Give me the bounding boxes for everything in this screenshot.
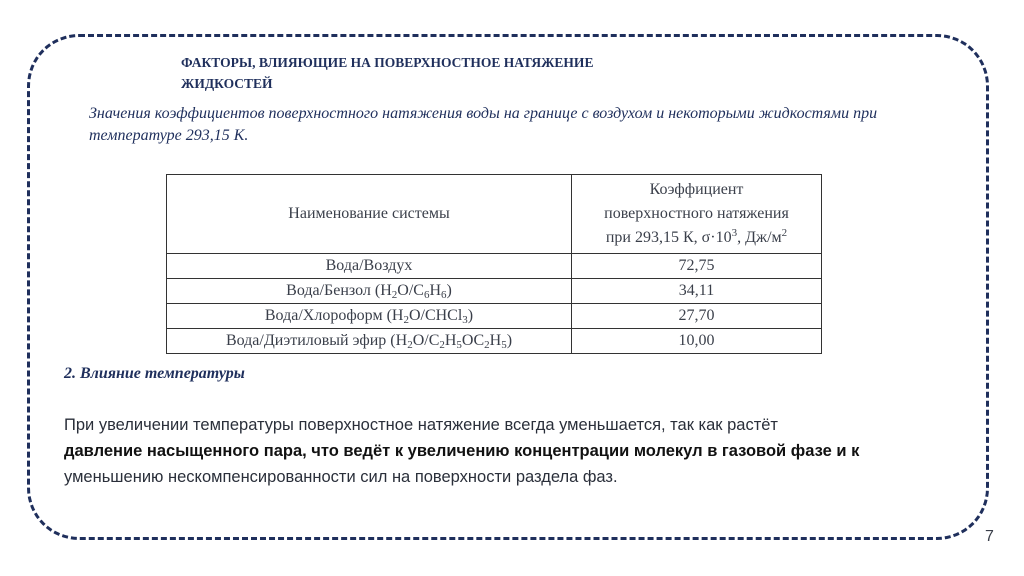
formula-sub: 2 [484, 339, 490, 351]
title-line-1: ФАКТОРЫ, ВЛИЯЮЩИЕ НА ПОВЕРХНОСТНОЕ НАТЯЖЕНИЕ [181, 55, 594, 70]
header-coef-line2: поверхностного натяжения [604, 205, 789, 222]
formula-part: O/C [397, 282, 424, 299]
section-paragraph [64, 412, 944, 490]
table-row [167, 304, 822, 329]
table-caption: Значения коэффициентов поверхностного натяжения воды на границе с воздухом и некоторыми жидкостями при температуре 293,15 К. [89, 105, 878, 144]
cell-value: 10,00 [572, 329, 822, 354]
formula-part: O/C [412, 332, 440, 349]
cell-value: 34,11 [572, 279, 822, 304]
surface-tension-table [166, 174, 822, 354]
para-line-2: давление насыщенного пара, что ведёт к увеличению концентрации молекул в газовой фазе и к [64, 442, 860, 460]
header-coef-exp: 3 [731, 227, 738, 239]
formula-part: Вода/Хлороформ (H [264, 307, 404, 324]
cell-system [167, 279, 572, 304]
cell-system [167, 304, 572, 329]
header-coefficient [572, 175, 822, 254]
header-coef-prefix: при 293,15 К, σ·10 [605, 229, 732, 246]
formula-sub: 6 [423, 289, 430, 301]
formula-sub: 2 [403, 314, 409, 326]
section-heading: 2. Влияние температуры [64, 365, 245, 382]
header-system-name: Наименование системы [167, 175, 572, 254]
page-number: 7 [985, 528, 994, 545]
cell-system: Вода/Воздух [167, 254, 572, 279]
formula-part: ) [506, 332, 513, 349]
formula-part: ) [446, 282, 452, 299]
header-coef-line1: Коэффициент [649, 181, 744, 198]
formula-part: H [429, 282, 442, 299]
formula-part: H [444, 332, 457, 349]
formula-part: O/CHCl [408, 307, 463, 324]
table-row [167, 279, 822, 304]
formula-part: ) [467, 307, 474, 324]
table-row [167, 329, 822, 354]
formula-part: Вода/Бензол (H [286, 282, 392, 299]
formula-sub: 5 [501, 339, 507, 351]
formula-part: H [489, 332, 502, 349]
formula-part: OC [461, 332, 485, 349]
table-row [167, 254, 822, 279]
cell-system [167, 329, 572, 354]
para-line-1: При увеличении температуры поверхностное натяжение всегда уменьшается, так как растёт [64, 416, 778, 434]
header-coef-unit: , Дж/м [737, 229, 782, 246]
table-header-row [167, 175, 822, 254]
slide-title [181, 52, 761, 94]
formula-sub: 2 [439, 339, 445, 351]
header-coef-line3 [578, 226, 815, 250]
title-line-2: ЖИДКОСТЕЙ [181, 76, 273, 91]
formula-sub: 2 [407, 339, 413, 351]
formula-sub: 6 [441, 289, 447, 301]
header-coef-unit-exp: 2 [781, 227, 788, 239]
cell-value: 72,75 [572, 254, 822, 279]
formula-sub: 2 [391, 289, 398, 301]
formula-sub: 3 [462, 314, 468, 326]
formula-sub: 5 [456, 339, 462, 351]
para-line-3: уменьшению нескомпенсированности сил на поверхности раздела фаз. [64, 468, 618, 486]
formula-part: Вода/Диэтиловый эфир (H [225, 332, 408, 349]
cell-value: 27,70 [572, 304, 822, 329]
